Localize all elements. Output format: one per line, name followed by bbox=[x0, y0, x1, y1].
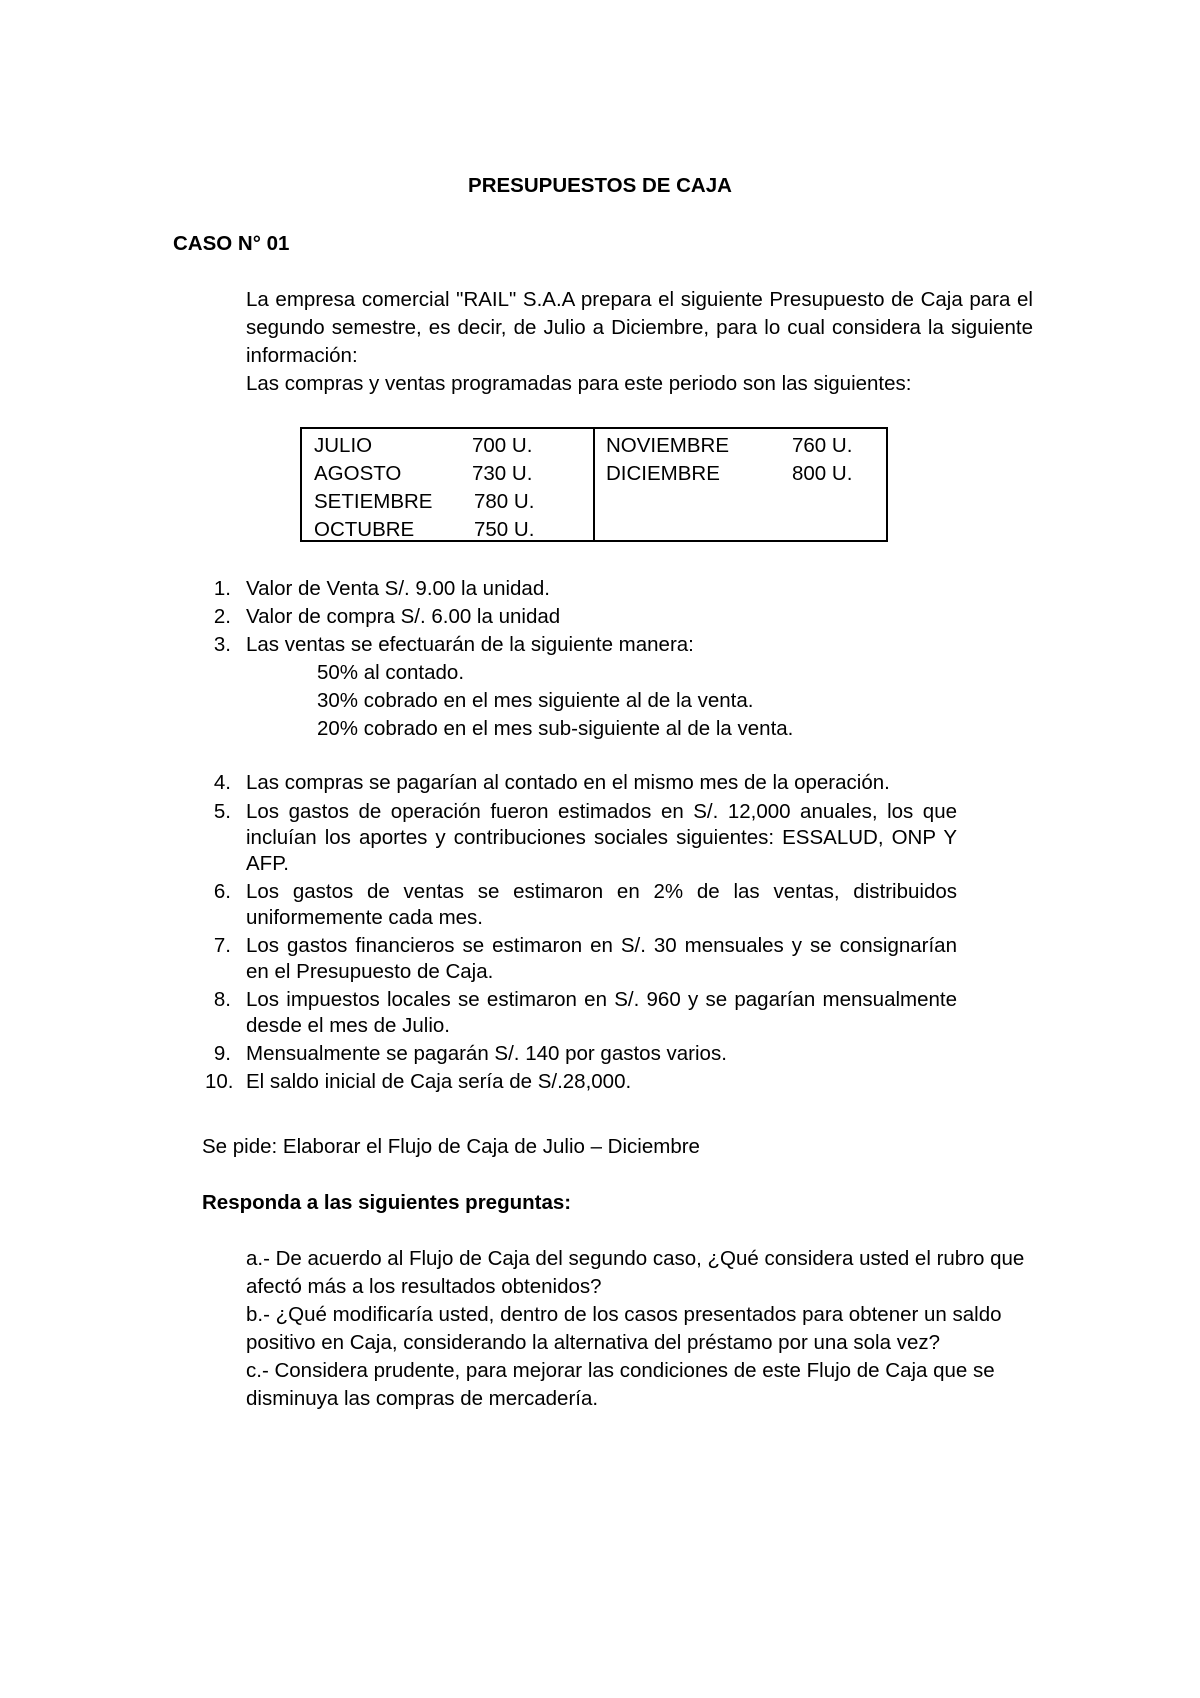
list-text: Valor de Venta S/. 9.00 la unidad. bbox=[246, 577, 550, 600]
sales-breakdown-item: 30% cobrado en el mes siguiente al de la venta. bbox=[317, 689, 754, 712]
list-item bbox=[205, 799, 957, 877]
list-number: 10. bbox=[205, 1070, 234, 1093]
intro-section bbox=[246, 286, 1033, 398]
list-item bbox=[205, 631, 957, 659]
list-item bbox=[205, 1068, 957, 1096]
list-number: 8. bbox=[213, 988, 231, 1011]
question-a: a.- De acuerdo al Flujo de Caja del segundo caso, ¿Qué considera usted el rubro que afectó más a los resultados obtenidos? bbox=[246, 1247, 1025, 1298]
request-line: Se pide: Elaborar el Flujo de Caja de Julio – Diciembre bbox=[202, 1135, 700, 1158]
list-number: 3. bbox=[213, 633, 231, 656]
sales-breakdown-item: 20% cobrado en el mes sub-siguiente al de la venta. bbox=[317, 717, 794, 740]
list-text: El saldo inicial de Caja sería de S/.28,000. bbox=[246, 1070, 632, 1093]
table-divider bbox=[593, 429, 595, 540]
list-item bbox=[205, 1040, 957, 1068]
question-c: c.- Considera prudente, para mejorar las condiciones de este Flujo de Caja que se disminuya las compras de mercadería. bbox=[246, 1359, 995, 1410]
month-name: DICIEMBRE bbox=[606, 462, 720, 485]
month-name: OCTUBRE bbox=[314, 518, 415, 541]
list-spacer bbox=[205, 743, 957, 769]
month-qty: 760 U. bbox=[792, 434, 853, 457]
month-qty: 750 U. bbox=[474, 518, 535, 541]
list-item bbox=[205, 987, 957, 1039]
list-item bbox=[205, 879, 957, 931]
list-text: Las ventas se efectuarán de la siguiente manera: bbox=[246, 633, 694, 656]
month-qty: 730 U. bbox=[472, 462, 533, 485]
list-text: Los impuestos locales se estimaron en S/. 960 y se pagarían mensualmente desde el mes de Julio. bbox=[246, 988, 957, 1037]
list-number: 6. bbox=[213, 880, 231, 903]
month-qty: 700 U. bbox=[472, 434, 533, 457]
month-name: SETIEMBRE bbox=[314, 490, 433, 513]
list-number: 9. bbox=[213, 1042, 231, 1065]
questions-section bbox=[246, 1245, 1036, 1413]
case-label: CASO N° 01 bbox=[173, 232, 290, 255]
list-number: 1. bbox=[213, 577, 231, 600]
monthly-units-table bbox=[300, 427, 888, 542]
month-qty: 800 U. bbox=[792, 462, 853, 485]
questions-heading: Responda a las siguientes preguntas: bbox=[202, 1191, 572, 1214]
sales-breakdown-item: 50% al contado. bbox=[317, 661, 465, 684]
intro-paragraph: La empresa comercial "RAIL" S.A.A prepara el siguiente Presupuesto de Caja para el segundo semestre, es decir, de Julio a Diciembre, para lo cual considera la siguiente información: bbox=[246, 288, 1033, 367]
list-text: Mensualmente se pagarán S/. 140 por gastos varios. bbox=[246, 1042, 727, 1065]
list-number: 2. bbox=[213, 605, 231, 628]
intro-line: Las compras y ventas programadas para este periodo son las siguientes: bbox=[246, 372, 912, 395]
month-name: AGOSTO bbox=[314, 462, 402, 485]
list-number: 4. bbox=[213, 771, 231, 794]
list-item bbox=[205, 933, 957, 985]
question-b: b.- ¿Qué modificaría usted, dentro de los casos presentados para obtener un saldo positivo en Caja, considerando la alternativa del préstamo por una sola vez? bbox=[246, 1303, 1002, 1354]
month-name: NOVIEMBRE bbox=[606, 434, 730, 457]
numbered-list bbox=[205, 575, 957, 1096]
document-title: PRESUPUESTOS DE CAJA bbox=[468, 174, 732, 197]
list-text: Los gastos de operación fueron estimados en S/. 12,000 anuales, los que incluían los aportes y contribuciones sociales siguientes: ESSALUD, ONP Y AFP. bbox=[246, 800, 957, 875]
list-number: 5. bbox=[213, 800, 231, 823]
list-text: Los gastos de ventas se estimaron en 2% de las ventas, distribuidos uniformemente cada mes. bbox=[246, 880, 957, 929]
month-qty: 780 U. bbox=[474, 490, 535, 513]
month-name: JULIO bbox=[314, 434, 373, 457]
list-item bbox=[205, 769, 957, 797]
list-text: Valor de compra S/. 6.00 la unidad bbox=[246, 605, 561, 628]
list-item bbox=[205, 603, 957, 631]
list-text: Las compras se pagarían al contado en el mismo mes de la operación. bbox=[246, 771, 890, 794]
list-number: 7. bbox=[213, 934, 231, 957]
list-text: Los gastos financieros se estimaron en S/. 30 mensuales y se consignarían en el Presupuesto de Caja. bbox=[246, 934, 957, 983]
list-item bbox=[205, 575, 957, 603]
